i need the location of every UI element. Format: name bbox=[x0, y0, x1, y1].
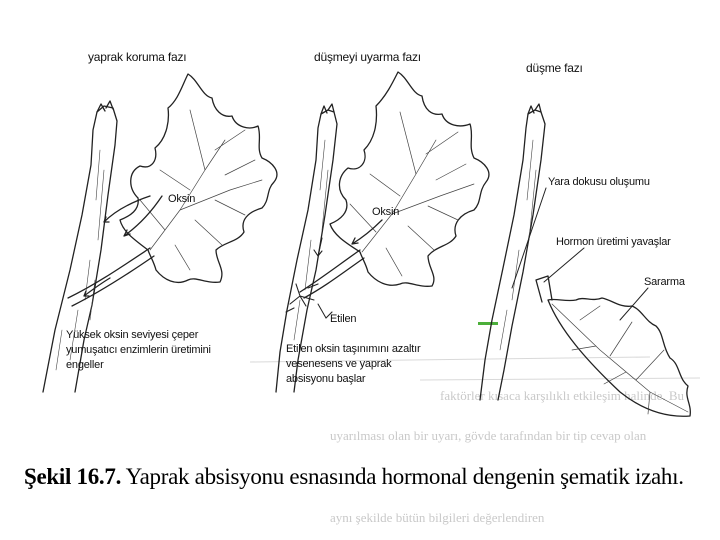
petiole-1 bbox=[68, 248, 154, 306]
stem-3 bbox=[480, 110, 545, 400]
label-oksin-2: Oksin bbox=[372, 206, 400, 218]
stem-3-texture bbox=[500, 140, 536, 350]
phase-label-fall: düşme fazı bbox=[526, 61, 583, 75]
label-hormon-uretimi: Hormon üretimi yavaşlar bbox=[556, 236, 671, 248]
note-line: absisyonu başlar bbox=[286, 373, 366, 385]
label-sararma: Sararma bbox=[644, 276, 685, 288]
caption-number: Şekil 16.7. bbox=[24, 464, 122, 489]
bg-text-line: aynı şekilde bütün bilgileri değerlendiren bbox=[330, 510, 545, 525]
note-line: Etilen oksin taşınımını azaltır bbox=[286, 343, 421, 355]
bg-rule bbox=[420, 378, 700, 380]
label-yara-dokusu: Yara dokusu oluşumu bbox=[548, 176, 650, 188]
label-etilen: Etilen bbox=[330, 313, 357, 325]
note-line: Yüksek oksin seviyesi çeper bbox=[66, 329, 199, 341]
green-mark bbox=[478, 322, 498, 325]
panel-fall bbox=[480, 104, 690, 416]
phase-label-induction: düşmeyi uyarma fazı bbox=[314, 50, 421, 64]
leaf-veins-2 bbox=[350, 112, 474, 276]
note-line: vesenesens ve yaprak bbox=[286, 358, 392, 370]
note-line: engeller bbox=[66, 359, 104, 371]
note-line: yumuşatıcı enzimlerin üretimini bbox=[66, 344, 211, 356]
leaf-veins-1 bbox=[140, 110, 262, 270]
stem-2-texture bbox=[294, 140, 328, 340]
caption-text: Yaprak absisyonu esnasında hormonal dengenin şematik izahı. bbox=[121, 464, 684, 489]
arrow-auxin-1b bbox=[104, 196, 150, 222]
bg-text-line: uyarılması olan bir uyarı, gövde tarafından bir tip cevap olan bbox=[330, 428, 647, 443]
petiole-2 bbox=[300, 250, 364, 298]
bg-text-line: faktörler kısaca karşılıklı etkileşim halinde. Bu bbox=[440, 388, 685, 403]
pointer-hormon bbox=[544, 248, 584, 282]
phase-label-protection: yaprak koruma fazı bbox=[88, 50, 187, 64]
arrow-auxin-1 bbox=[124, 196, 162, 236]
pointer-yara bbox=[512, 188, 546, 288]
figure-caption bbox=[24, 464, 684, 490]
leaf-blade-1 bbox=[120, 74, 277, 282]
arrow-etilen bbox=[318, 304, 326, 318]
fallen-petiole bbox=[536, 276, 552, 302]
label-oksin-1: Oksin bbox=[168, 193, 196, 205]
